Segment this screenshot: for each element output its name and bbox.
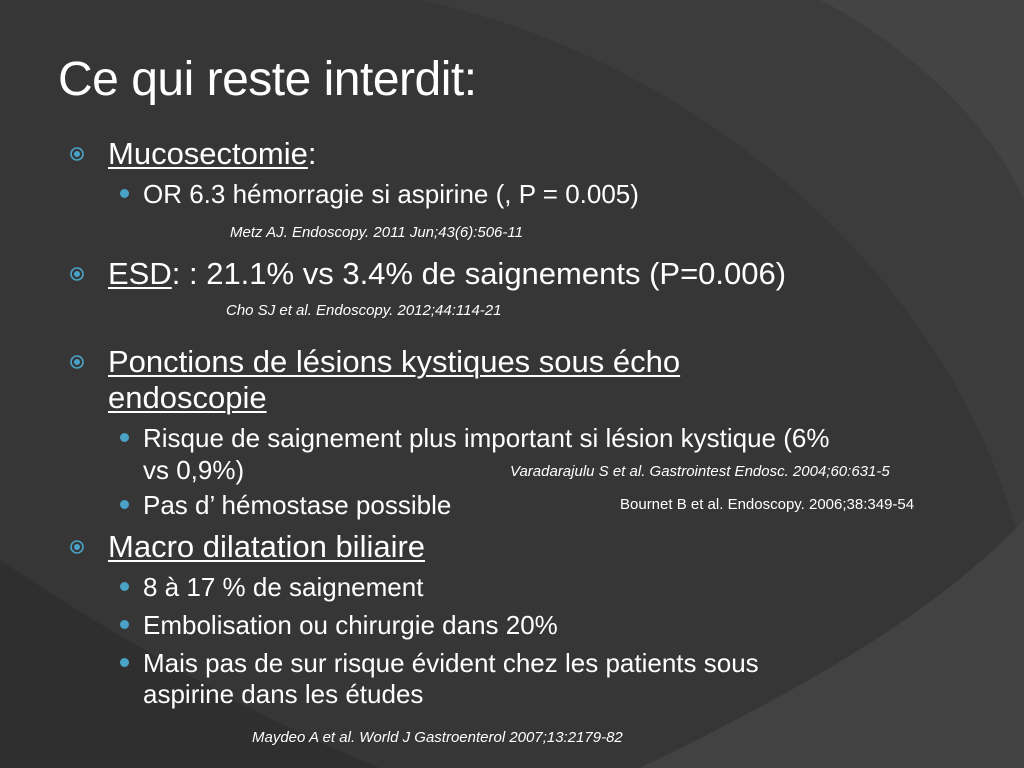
section-heading-ponctions (108, 346, 680, 378)
citation-maydeo: Maydeo A et al. World J Gastroenterol 2007;13:2179-82 (252, 729, 623, 746)
section-heading-esd (108, 258, 786, 290)
heading-link-macro-dilatation[interactable]: Macro dilatation biliaire (108, 529, 426, 564)
filled-circle-icon (120, 433, 129, 442)
bullet-text-continuation: aspirine dans les études (143, 679, 424, 709)
circled-dot-icon (70, 540, 84, 554)
filled-circle-icon (120, 620, 129, 629)
bullet-text: OR 6.3 hémorragie si aspirine (, P = 0.005) (143, 179, 639, 209)
bullet-text-continuation: vs 0,9%) (143, 455, 245, 485)
circled-dot-icon (70, 267, 84, 281)
heading-link-esd[interactable]: ESD (108, 256, 172, 291)
citation-varadarajulu: Varadarajulu S et al. Gastrointest Endosc. 2004;60:631-5 (510, 463, 890, 480)
bullet-text: Mais pas de sur risque évident chez les patients sous (143, 648, 759, 678)
filled-circle-icon (120, 658, 129, 667)
citation-cho: Cho SJ et al. Endoscopy. 2012;44:114-21 (226, 302, 502, 319)
filled-circle-icon (120, 582, 129, 591)
bullet-text: Risque de saignement plus important si lésion kystique (6% (143, 423, 830, 453)
section-heading-mucosectomie (108, 138, 316, 170)
bullet-text: 8 à 17 % de saignement (143, 572, 424, 602)
circled-dot-icon (70, 147, 84, 161)
heading-suffix: : (307, 136, 317, 171)
filled-circle-icon (120, 500, 129, 509)
heading-link-mucosectomie[interactable]: Mucosectomie (108, 136, 308, 171)
citation-metz: Metz AJ. Endoscopy. 2011 Jun;43(6):506-11 (230, 224, 523, 241)
heading-suffix: : : 21.1% vs 3.4% de saignements (P=0.006) (171, 256, 787, 291)
heading-link-ponctions-line2[interactable]: endoscopie (108, 380, 267, 415)
slide-title: Ce qui reste interdit: (58, 53, 477, 106)
section-heading-macro-dilatation (108, 531, 425, 563)
section-heading-ponctions-cont (108, 382, 267, 414)
bullet-text: Pas d’ hémostase possible (143, 490, 452, 520)
bullet-text: Embolisation ou chirurgie dans 20% (143, 610, 558, 640)
circled-dot-icon (70, 355, 84, 369)
citation-bournet: Bournet B et al. Endoscopy. 2006;38:349-54 (620, 496, 915, 513)
heading-link-ponctions-line1[interactable]: Ponctions de lésions kystiques sous écho (108, 344, 681, 379)
filled-circle-icon (120, 189, 129, 198)
